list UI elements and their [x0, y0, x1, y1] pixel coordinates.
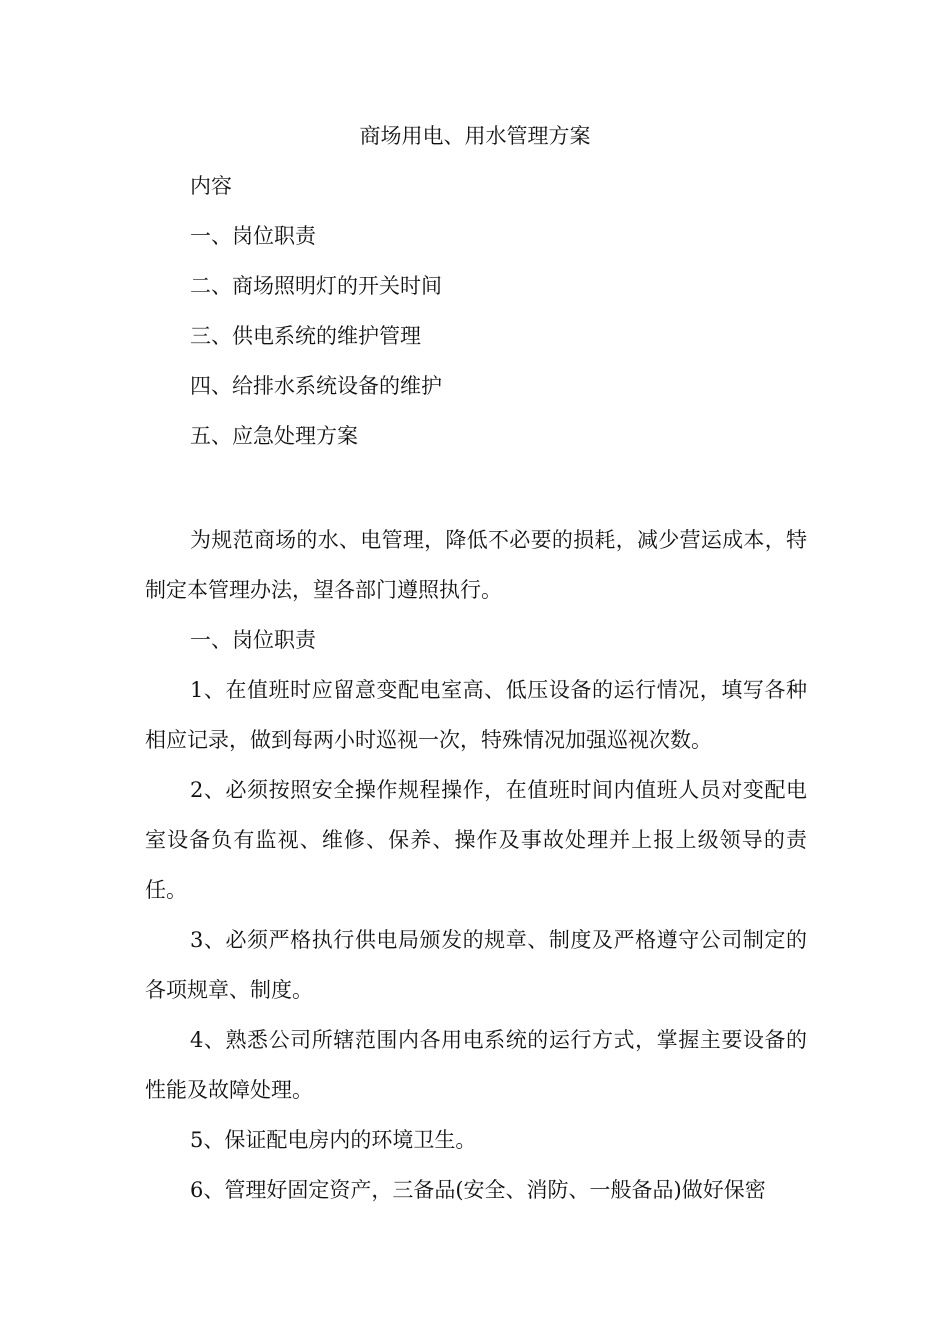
toc-list — [190, 218, 442, 468]
section-heading: 一、岗位职责 — [190, 628, 316, 652]
document-body — [145, 515, 807, 1215]
body-paragraph: 4、熟悉公司所辖范围内各用电系统的运行方式，掌握主要设备的性能及故障处理。 — [145, 1028, 807, 1102]
toc-item: 三、供电系统的维护管理 — [190, 324, 421, 348]
body-paragraph: 5、保证配电房内的环境卫生。 — [190, 1128, 477, 1152]
toc-item: 五、应急处理方案 — [190, 424, 358, 448]
body-paragraph: 1、在值班时应留意变配电室高、低压设备的运行情况，填写各种相应记录，做到每两小时巡视一次，特殊情况加强巡视次数。 — [145, 678, 807, 752]
body-paragraph: 2、必须按照安全操作规程操作，在值班时间内值班人员对变配电室设备负有监视、维修、保养、操作及事故处理并上报上级领导的责任。 — [145, 778, 807, 902]
intro-paragraph: 为规范商场的水、电管理，降低不必要的损耗，减少营运成本，特制定本管理办法，望各部门遵照执行。 — [145, 528, 807, 602]
toc-item: 二、商场照明灯的开关时间 — [190, 274, 442, 298]
toc-item: 一、岗位职责 — [190, 224, 316, 248]
body-paragraph: 3、必须严格执行供电局颁发的规章、制度及严格遵守公司制定的各项规章、制度。 — [145, 928, 807, 1002]
toc-item: 四、给排水系统设备的维护 — [190, 374, 442, 398]
document-title: 商场用电、用水管理方案 — [359, 124, 591, 148]
toc-heading: 内容 — [190, 174, 232, 198]
body-paragraph: 6、管理好固定资产，三备品(安全、消防、一般备品)做好保密 — [190, 1178, 766, 1202]
table-of-contents — [190, 168, 442, 468]
